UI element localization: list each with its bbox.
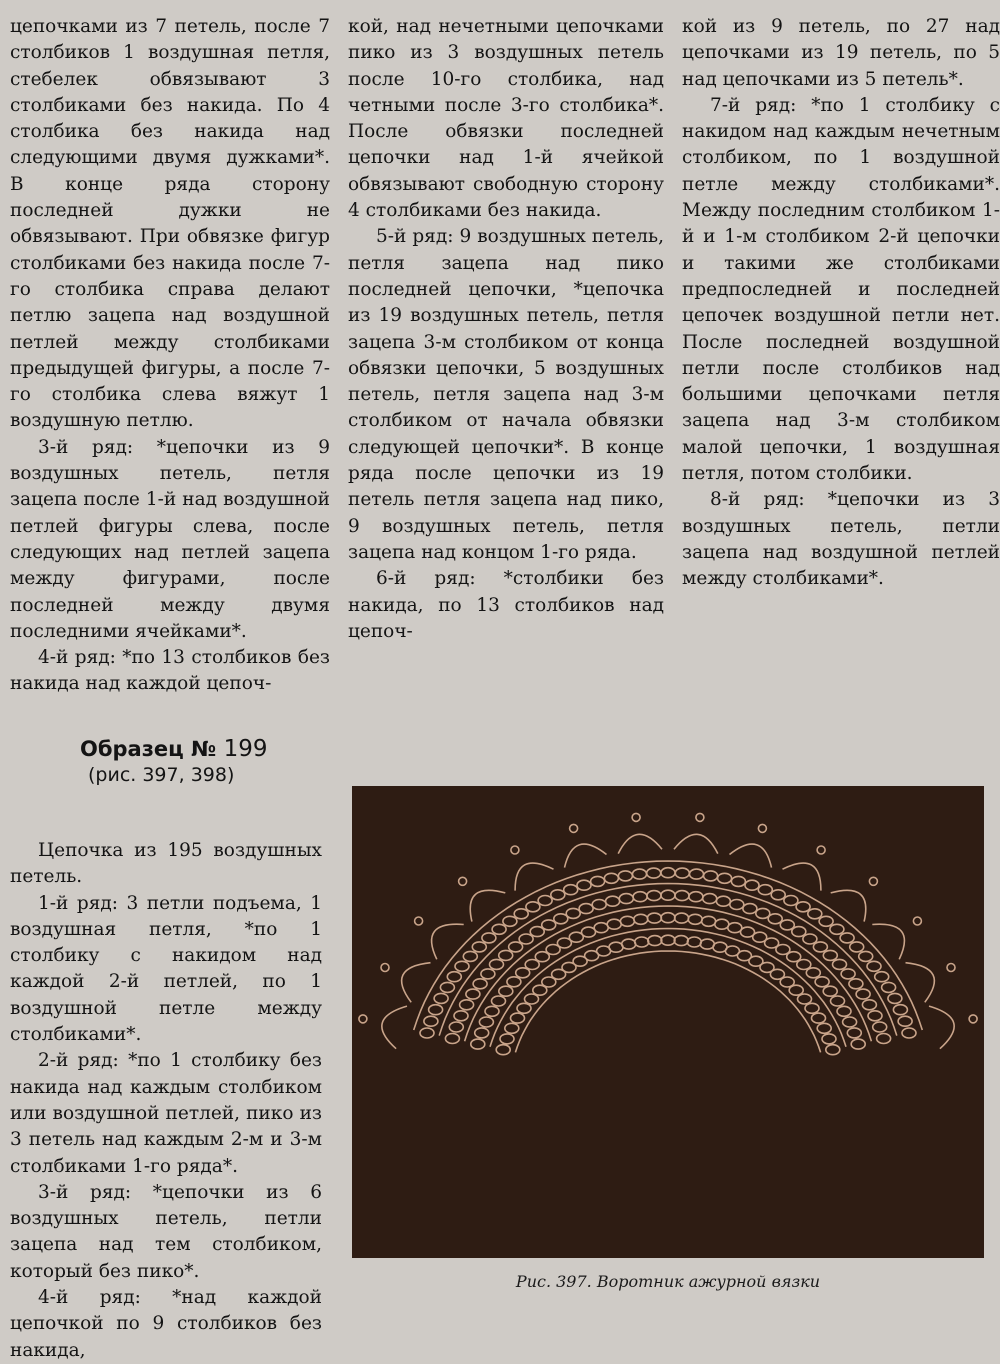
lace-picot: [869, 877, 877, 885]
paragraph-row-3: 3-й ряд: *цепочки из 6 воздушных петель, петли зацепа над тем столбиком, который без пико*.: [10, 1181, 322, 1282]
paragraph-row-2: 2-й ряд: *по 1 столбику без накида над каждым столбиком или воздушной петлей, пико из 3 петель над каждым 2-м и 3-м столбиками 1-го ряда*.: [10, 1050, 322, 1177]
paragraph-row-6: 6-й ряд: *столбики без накида, по 13 столбиков над цепоч-: [348, 568, 664, 642]
text-column-2: [348, 14, 664, 645]
lace-point: [432, 924, 464, 959]
lace-picot: [381, 964, 389, 972]
paragraph-row-4: 4-й ряд: *по 13 столбиков без накида над каждой цепоч-: [10, 647, 330, 695]
lace-point: [382, 1006, 407, 1049]
lace-picot: [758, 824, 766, 832]
lace-picot: [511, 846, 519, 854]
lace-collar-photo: [352, 786, 984, 1258]
lace-point: [831, 890, 866, 921]
sample-heading: [80, 736, 330, 788]
sample-title: [80, 736, 330, 762]
figure-caption: Рис. 397. Воротник ажурной вязки: [515, 1272, 821, 1291]
paragraph-chain: Цепочка из 195 воздушных петель.: [10, 840, 322, 888]
lace-picot: [359, 1015, 367, 1023]
lace-picot: [415, 917, 423, 925]
lace-collar-image: [352, 786, 984, 1258]
lace-point: [872, 924, 904, 959]
paragraph-row-4: 4-й ряд: *над каждой цепочкой по 9 столбиков без накида,: [10, 1287, 322, 1361]
paragraph-row-1: 1-й ряд: 3 петли подъема, 1 воздушная петля, *по 1 столбику с накидом над каждой 2-й петлей, по 1 воздушной петле между столбиками*.: [10, 892, 322, 1046]
paragraph: кой из 9 петель, по 27 над цепочками из 19 петель, по 5 над цепочками из 5 петель*.: [682, 16, 1000, 90]
lace-pattern: [359, 813, 977, 1054]
lace-picot: [969, 1015, 977, 1023]
lace-picot: [947, 964, 955, 972]
sample-figure-ref: (рис. 397, 398): [88, 764, 235, 786]
paragraph-row-8: 8-й ряд: *цепочки из 3 воздушных петель, петли зацепа над воздушной петлей между столбиками*.: [682, 489, 1000, 590]
lace-point: [565, 844, 607, 868]
lace-picot: [632, 813, 640, 821]
lace-point: [402, 963, 431, 1003]
sample-title-label: Образец №: [80, 737, 217, 761]
lace-point: [470, 890, 505, 921]
text-column-4: [10, 838, 322, 1364]
lace-picot: [913, 917, 921, 925]
text-column-3: [682, 14, 1000, 593]
lace-point: [674, 834, 718, 853]
paragraph-row-5: 5-й ряд: 9 воздушных петель, петля зацепа над пико последней цепочки, *цепочка из 19 воздушных петель, петля зацепа 3-м столбиком от конца обвязки цепочки, 5 воздушных петель, петля зацепа над 3-м столбиком от начала обвязки следующей цепочки*. В конце ряда после цепочки из 19 петель петля зацепа над пико, 9 воздушных петель, петля зацепа над концом 1-го ряда.: [348, 226, 664, 563]
text-column-1: [10, 14, 330, 698]
lace-point: [929, 1006, 954, 1049]
lace-picot: [817, 846, 825, 854]
lace-point: [618, 834, 662, 853]
lace-picot: [459, 877, 467, 885]
lace-picot: [570, 824, 578, 832]
paragraph: цепочками из 7 петель, после 7 столбиков 1 воздушная петля, стебелек обвязывают 3 столбиками без накида. По 4 столбика без накида над следующими двумя дужками*. В конце ряда сторону последней дужки не обвязывают. При обвязке фигур столбиками без накида после 7-го столбика справа делают петлю зацепа над воздушной петлей между столбиками предыдущей фигуры, а после 7-го столбика слева вяжут 1 воздушную петлю.: [10, 16, 330, 432]
lace-point: [730, 844, 772, 868]
paragraph: кой, над нечетными цепочками пико из 3 воздушных петель после 10-го столбика, над четными после 3-го столбика*. После обвязки последней цепочки над 1-й ячейкой обвязывают свободную сторону 4 столбиками без накида.: [348, 16, 664, 222]
paragraph-row-3: 3-й ряд: *цепочки из 9 воздушных петель, петля зацепа после 1-й над воздушной петлей фигуры слева, после следующих над петлей зацепа между фигурами, после последней между двумя последними ячейками*.: [10, 436, 330, 642]
lace-point: [906, 963, 935, 1003]
paragraph-row-7: 7-й ряд: *по 1 столбику с накидом над каждым нечетным столбиком, по 1 воздушной петле между столбиками*. Между последним столбиком 1-й и 1-м столбиком 2-й цепочки и такими же столбиками предпоследней и последней цепочек воздушной петли нет. После последней воздушной петли после столбиков над большими цепочками петля зацепа над 3-м столбиком малой цепочки, 1 воздушная петля, потом столбики.: [682, 94, 1000, 485]
sample-number: 199: [223, 736, 268, 762]
lace-picot: [696, 813, 704, 821]
